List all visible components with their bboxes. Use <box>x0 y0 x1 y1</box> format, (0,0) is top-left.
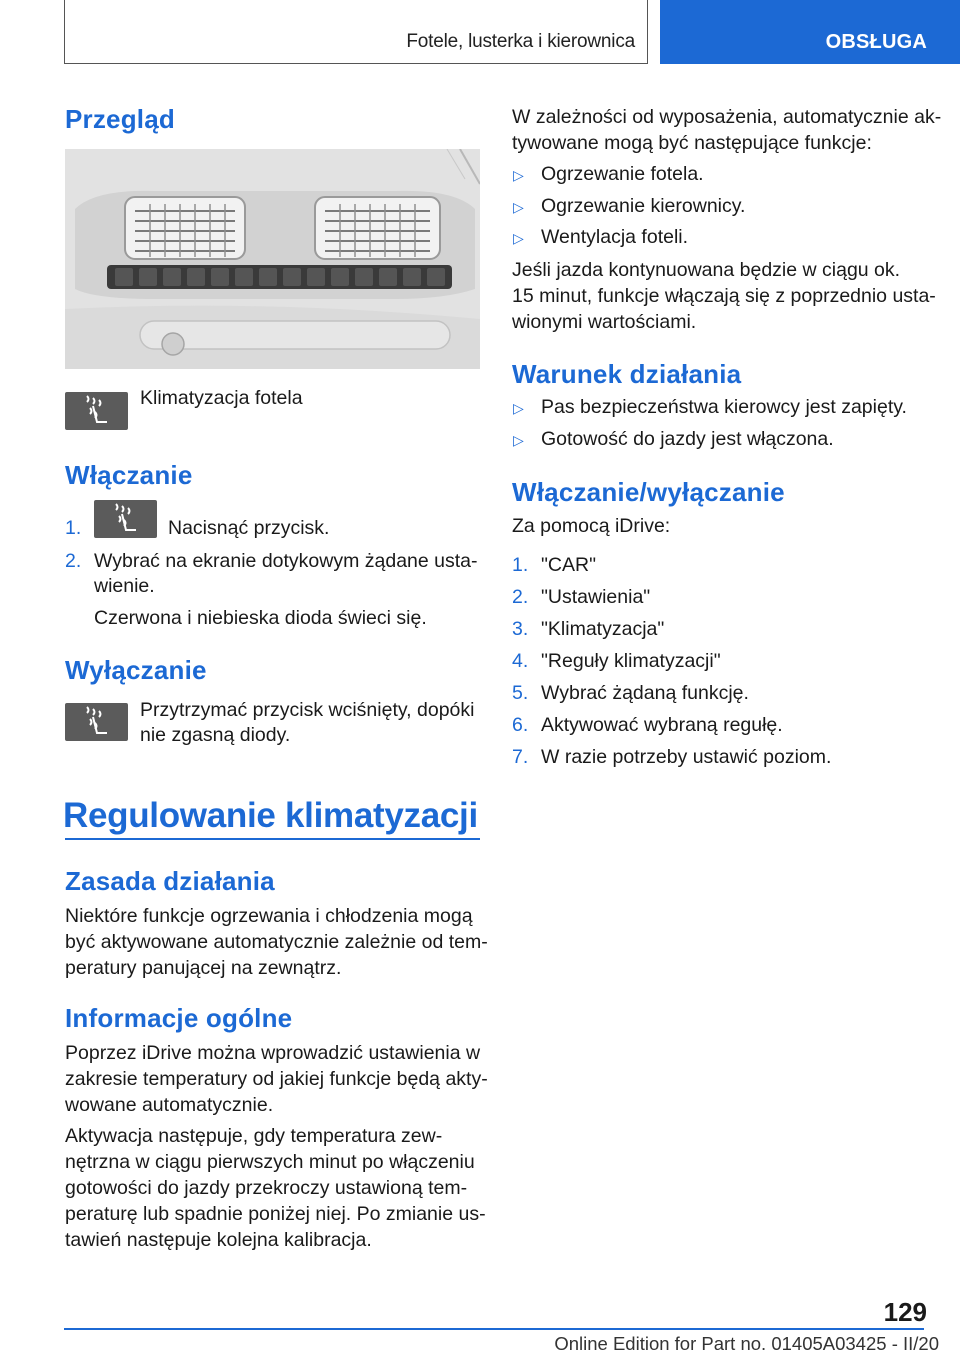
step-number: 1. <box>512 554 529 576</box>
paragraph-line: Za pomocą iDrive: <box>512 515 671 537</box>
step-number: 1. <box>65 517 82 539</box>
header-frame <box>64 0 648 64</box>
step-text: "Klimatyzacja" <box>541 618 665 640</box>
heading-wlaczanie-wylaczanie: Włączanie/wyłączanie <box>512 477 785 507</box>
step-text: "Ustawienia" <box>541 586 651 608</box>
chapter-title: Fotele, lusterka i kierownica <box>406 31 635 52</box>
step-text: "Reguły klimatyzacji" <box>541 650 721 672</box>
step-text: "CAR" <box>541 554 597 576</box>
triangle-right-icon: ▷ <box>513 230 524 246</box>
step-text: Wybrać żądaną funkcję. <box>541 682 749 704</box>
paragraph-line: tawień następuje kolejna kalibracja. <box>65 1229 372 1251</box>
triangle-right-icon: ▷ <box>513 432 524 448</box>
paragraph-line: Jeśli jazda kontynuowana będzie w ciągu ok. <box>512 259 901 281</box>
step-number: 2. <box>65 550 82 572</box>
paragraph-line: peraturę lub spadnie poniżej niej. Po zmianie us‐ <box>65 1203 486 1225</box>
step-text-cont: wienie. <box>94 575 155 597</box>
seat-ventilation-icon <box>65 703 128 741</box>
step-number: 3. <box>512 618 529 640</box>
list-item: Wentylacja foteli. <box>541 226 689 248</box>
step-number: 2. <box>512 586 529 608</box>
chapter-heading: Regulowanie klimatyzacji <box>63 796 478 835</box>
step-text: Wybrać na ekranie dotykowym żądane usta‐ <box>94 550 478 572</box>
footer-rule <box>64 1328 924 1330</box>
list-item: Gotowość do jazdy jest włączona. <box>541 428 834 450</box>
paragraph-line: nie zgasną diody. <box>140 724 291 746</box>
heading-warunek: Warunek działania <box>512 359 742 389</box>
heading-informacje: Informacje ogólne <box>65 1003 293 1033</box>
paragraph-line: tywowane mogą być następujące funkcje: <box>512 132 872 154</box>
step-number: 6. <box>512 714 529 736</box>
heading-zasada: Zasada działania <box>65 866 275 896</box>
step-number: 4. <box>512 650 529 672</box>
step-text: Aktywować wybraną regułę. <box>541 714 783 736</box>
list-item: Pas bezpieczeństwa kierowcy jest zapięty. <box>541 396 907 418</box>
seat-ventilation-icon <box>65 392 128 430</box>
paragraph-line: peratury panującej na zewnątrz. <box>65 957 342 979</box>
climate-panel-photo <box>65 149 480 369</box>
section-tab-label: OBSŁUGA <box>825 31 927 53</box>
step-text: Nacisnąć przycisk. <box>168 517 330 539</box>
paragraph-line: gotowości do jazdy przekroczy ustawioną tem‐ <box>65 1177 468 1199</box>
step-note: Czerwona i niebieska dioda świeci się. <box>94 607 427 629</box>
paragraph-line: W zależności od wyposażenia, automatycznie ak‐ <box>512 106 942 128</box>
heading-wylaczanie: Wyłączanie <box>65 655 207 685</box>
triangle-right-icon: ▷ <box>513 400 524 416</box>
paragraph-line: zakresie temperatury od jakiej funkcje będą akty‐ <box>65 1068 488 1090</box>
list-item: Ogrzewanie fotela. <box>541 163 704 185</box>
paragraph-line: być aktywowane automatycznie zależnie od tem‐ <box>65 931 488 953</box>
heading-wlaczanie: Włączanie <box>65 460 193 490</box>
section-tab[interactable] <box>660 0 960 64</box>
paragraph-line: Niektóre funkcje ogrzewania i chłodzenia mogą <box>65 905 473 927</box>
triangle-right-icon: ▷ <box>513 199 524 215</box>
paragraph-line: Poprzez iDrive można wprowadzić ustawienia w <box>65 1042 481 1064</box>
step-number: 7. <box>512 746 529 768</box>
paragraph-line: Aktywacja następuje, gdy temperatura zew‐ <box>65 1125 443 1147</box>
heading-przeglad: Przegląd <box>65 104 175 134</box>
paragraph-line: wowane automatycznie. <box>65 1094 274 1116</box>
climate-panel-illustration <box>65 149 480 369</box>
step-number: 5. <box>512 682 529 704</box>
seat-ventilation-icon <box>94 500 157 538</box>
paragraph-line: wionymi wartościami. <box>512 311 697 333</box>
page-number: 129 <box>883 1297 927 1327</box>
step-text: W razie potrzeby ustawić poziom. <box>541 746 832 768</box>
list-item: Ogrzewanie kierownicy. <box>541 195 746 217</box>
caption-seat-climate: Klimatyzacja fotela <box>140 387 303 409</box>
heading-rule <box>65 838 480 840</box>
paragraph-line: 15 minut, funkcje włączają się z poprzednio usta‐ <box>512 285 936 307</box>
paragraph-line: nętrzna w ciągu pierwszych minut po włączeniu <box>65 1151 475 1173</box>
paragraph-line: Przytrzymać przycisk wciśnięty, dopóki <box>140 699 475 721</box>
edition-note: Online Edition for Part no. 01405A03425 - II/20 <box>554 1333 939 1354</box>
triangle-right-icon: ▷ <box>513 167 524 183</box>
